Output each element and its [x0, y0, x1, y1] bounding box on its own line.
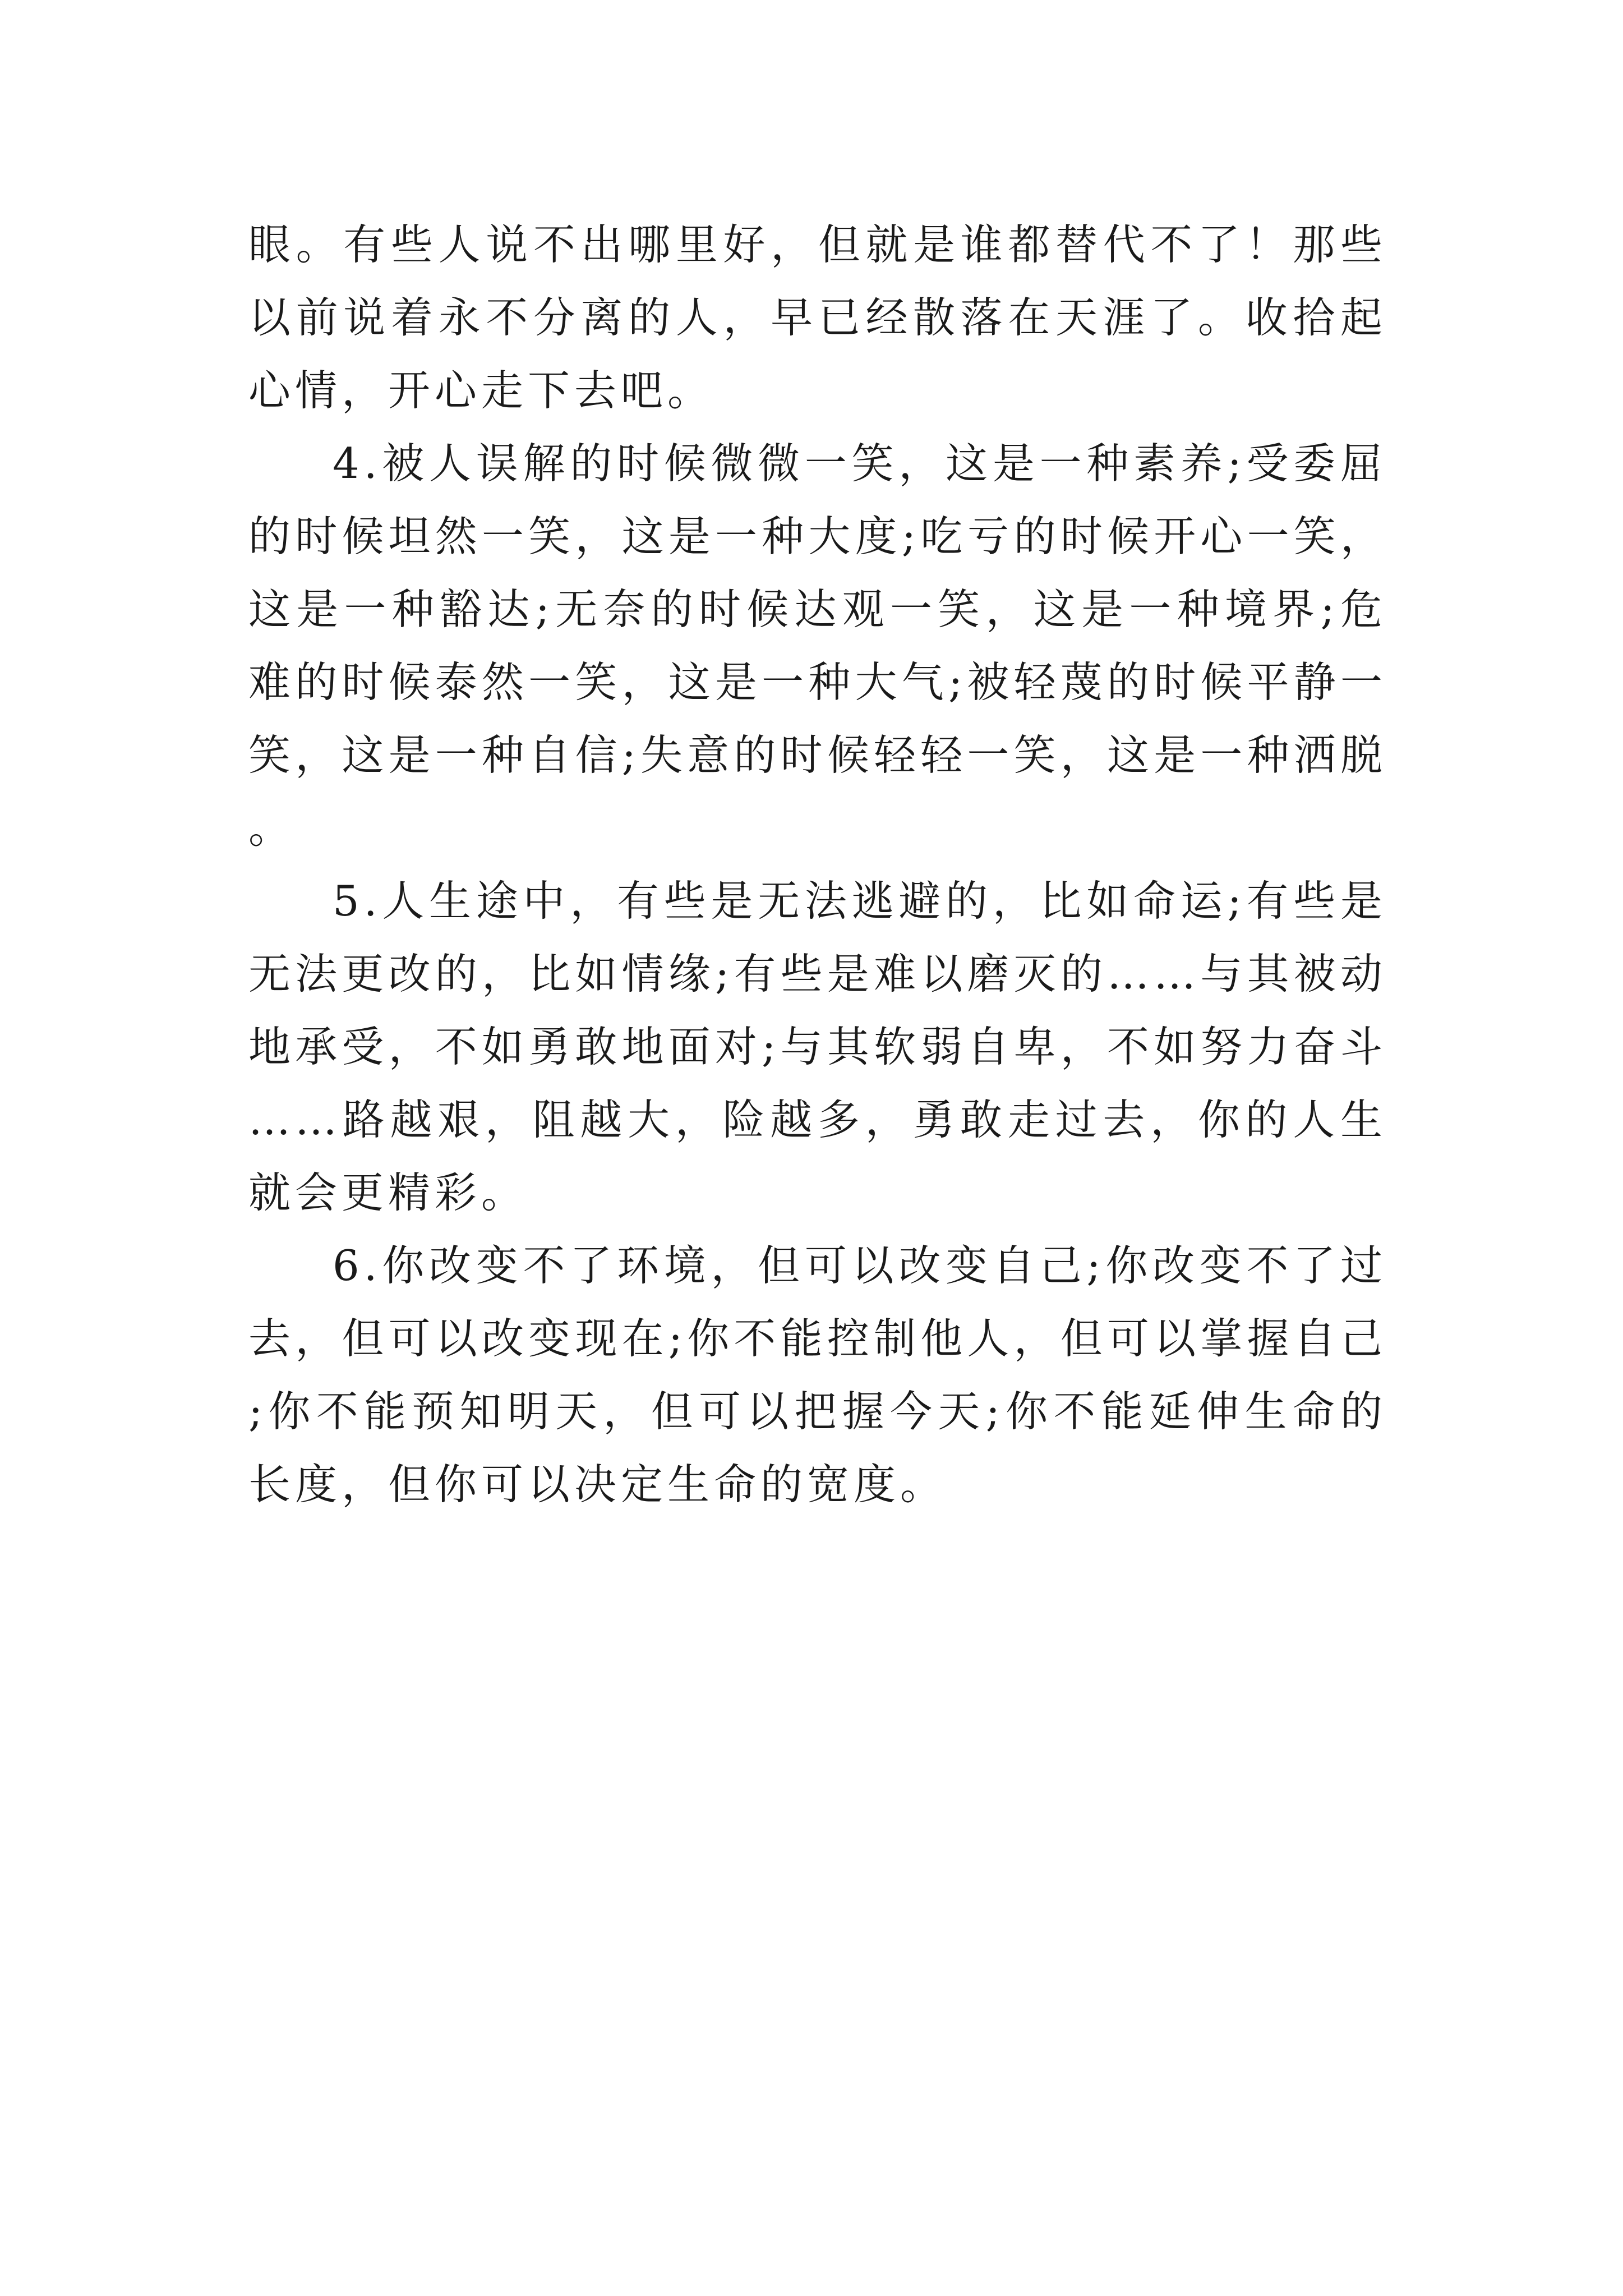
paragraph-item-6: 6.你改变不了环境，但可以改变自己;你改变不了过去，但可以改变现在;你不能控制他人，但可以掌握自己;你不能预知明天，但可以把握今天;你不能延伸生命的长度，但你可以决定生命的宽度。 — [248, 1241, 1387, 1509]
paragraph-item-4: 4.被人误解的时候微微一笑，这是一种素养;受委屈的时候坦然一笑，这是一种大度;吃亏的时候开心一笑，这是一种豁达;无奈的时候达观一笑，这是一种境界;危难的时候泰然一笑，这是一种大气;被轻蔑的时候平静一笑，这是一种自信;失意的时候轻轻一笑，这是一种洒脱。 — [248, 439, 1387, 853]
document-body — [248, 208, 1387, 1521]
paragraph-item-5: 5.人生途中，有些是无法逃避的，比如命运;有些是无法更改的，比如情缘;有些是难以磨灭的……与其被动地承受，不如勇敢地面对;与其软弱自卑，不如努力奋斗……路越艰，阻越大，险越多，勇敢走过去，你的人生就会更精彩。 — [248, 876, 1387, 1217]
paragraph-continuation: 眼。有些人说不出哪里好，但就是谁都替代不了！那些以前说着永不分离的人，早已经散落在天涯了。收拾起心情，开心走下去吧。 — [248, 220, 1387, 415]
